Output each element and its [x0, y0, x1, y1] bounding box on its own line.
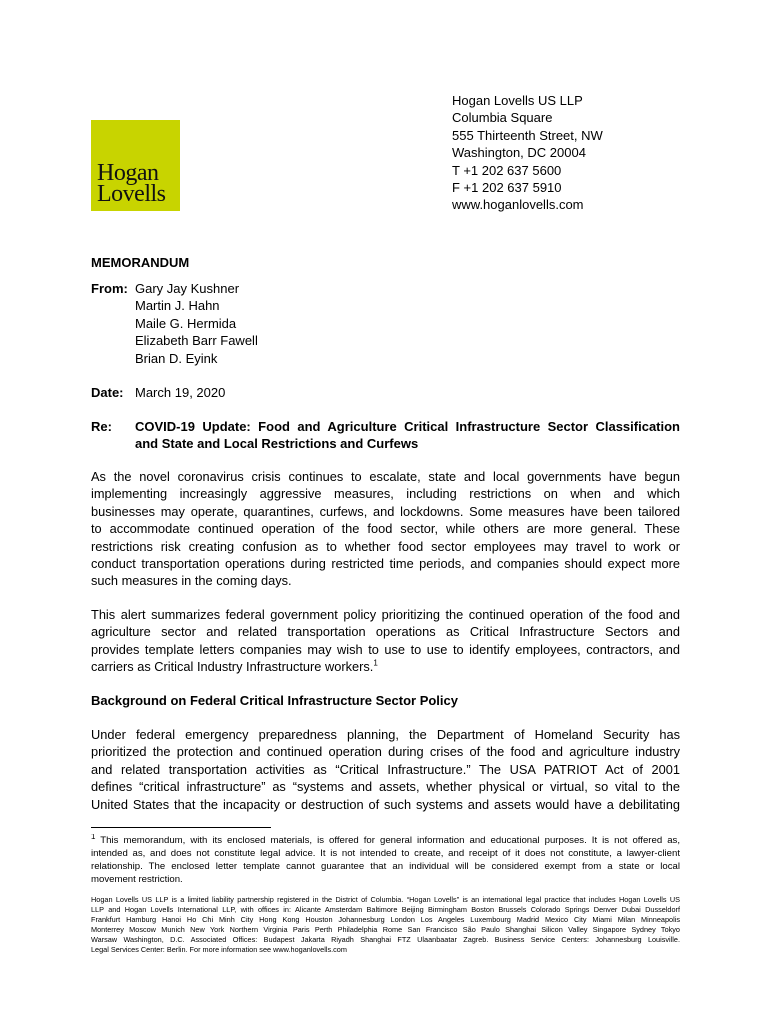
- paragraph-line: United States that the incapacity or destruction of such systems and assets would have a debilitating: [91, 796, 680, 812]
- paragraph-alert-summary: [91, 606, 680, 676]
- from-name: Gary Jay Kushner: [135, 281, 240, 296]
- re-label: Re:: [91, 419, 112, 434]
- from-name: Brian D. Eyink: [135, 350, 218, 366]
- address-line: www.hoganlovells.com: [452, 197, 584, 213]
- paragraph-line: and related transportation activities as “Critical Infrastructure.” The USA PATRIOT Act of 2001: [91, 761, 680, 777]
- paragraph-line: conduct transportation operations during restricted time periods, and companies should expect more: [91, 555, 680, 571]
- address-line: 555 Thirteenth Street, NW: [452, 127, 603, 143]
- paragraph-line: to accommodate continued operation of the food sector, while others are more general. These: [91, 521, 680, 537]
- date-value: March 19, 2020: [135, 385, 226, 400]
- footnote-line: [91, 834, 680, 847]
- firm-address: [452, 92, 603, 214]
- footnote: [91, 834, 680, 886]
- address-line: Washington, DC 20004: [452, 145, 586, 161]
- footnote-line: movement restriction.: [91, 874, 183, 885]
- paragraph-line: implementing increasingly aggressive measures, including restrictions on when and which: [91, 486, 680, 502]
- re-subject: [135, 418, 680, 453]
- paragraph-line: defines “critical infrastructure” as “systems and assets, whether physical or virtual, so vital to the: [91, 779, 680, 795]
- from-name: Elizabeth Barr Fawell: [135, 333, 258, 349]
- footer-line: Legal Services Center: Berlin. For more information see www.hoganlovells.com: [91, 945, 347, 954]
- footnote-reference[interactable]: 1: [373, 658, 378, 668]
- re-line: COVID-19 Update: Food and Agriculture Critical Infrastructure Sector Classification: [135, 419, 680, 434]
- logo-line-1: Hogan: [97, 160, 159, 186]
- paragraph-line: prioritized the protection and continued operation during crises of the food and agriculture industry: [91, 744, 680, 760]
- paragraph-line: restrictions risk creating confusion as to whether food sector employees may travel to work or: [91, 538, 680, 554]
- address-line: Columbia Square: [452, 110, 553, 126]
- from-label: From:: [91, 281, 128, 296]
- paragraph-line: businesses may operate, quarantines, curfews, and lockdowns. Some measures have been tailored: [91, 503, 680, 519]
- firm-footer: [91, 895, 680, 955]
- address-line: T +1 202 637 5600: [452, 162, 562, 178]
- from-list: [135, 280, 258, 367]
- section-heading: Background on Federal Critical Infrastructure Sector Policy: [91, 693, 458, 708]
- paragraph-intro: [91, 468, 680, 590]
- footer-line: Warsaw Washington, D.C. Associated Offices: Budapest Jakarta Riyadh Shanghai FTZ Ulaanbaatar Zagreb. Business Service Centers: Johannesburg Louisville.: [91, 935, 680, 944]
- paragraph-line: such measures in the coming days.: [91, 573, 292, 589]
- paragraph-line: This alert summarizes federal government policy prioritizing the continued operation of the food and: [91, 607, 680, 622]
- paragraph-line: As the novel coronavirus crisis continues to escalate, state and local governments have begun: [91, 469, 680, 484]
- hogan-lovells-logo: [91, 120, 180, 211]
- paragraph-line: [91, 658, 680, 675]
- paragraph-line: provides template letters companies may wish to use to use to identify employees, contractors, and: [91, 641, 680, 657]
- footnote-text: This memorandum, with its enclosed materials, is offered for general information and educational purposes. It is not offered as,: [95, 835, 680, 846]
- footer-line: Frankfurt Hamburg Hanoi Ho Chi Minh City Hong Kong Houston Johannesburg London Los Angeles Luxembourg Madrid Mexico City Miami Milan Minneapolis: [91, 915, 680, 924]
- address-line: F +1 202 637 5910: [452, 179, 562, 195]
- paragraph-background: [91, 726, 680, 813]
- from-name: Maile G. Hermida: [135, 315, 237, 331]
- footnote-divider: [91, 827, 271, 828]
- address-line: Hogan Lovells US LLP: [452, 93, 583, 108]
- footnote-line: intended as, and does not constitute legal advice. It is not intended to create, and receipt of it does not constitute, a lawyer-client: [91, 848, 680, 859]
- footer-line: LLP and Hogan Lovells International LLP, with offices in: Alicante Amsterdam Baltimore Beijing Birmingham Boston Brussels Colorado Springs Denver Dubai Dusseldorf: [91, 905, 680, 914]
- date-label: Date:: [91, 385, 124, 400]
- from-name: Martin J. Hahn: [135, 298, 220, 314]
- footer-line: Monterrey Moscow Munich New York Northern Virginia Paris Perth Philadelphia Rome San Francisco São Paulo Shanghai Silicon Valley Singapore Sydney Tokyo: [91, 925, 680, 934]
- paragraph-line: Under federal emergency preparedness planning, the Department of Homeland Security has: [91, 727, 680, 742]
- footer-line: Hogan Lovells US LLP is a limited liability partnership registered in the District of Columbia. “Hogan Lovells” is an international legal practice that includes Hogan Lovells US: [91, 895, 680, 904]
- paragraph-line: agriculture sector and related transportation operations as Critical Infrastructure Sectors and: [91, 624, 680, 640]
- footnote-number: 1: [91, 834, 96, 841]
- line-text: carriers as Critical Industry Infrastructure workers.: [91, 659, 374, 675]
- re-line: and State and Local Restrictions and Curfews: [135, 436, 419, 452]
- logo-line-2: Lovells: [97, 181, 166, 207]
- footnote-line: relationship. The enclosed letter template cannot guarantee that an individual will be considered exempt from a state or local: [91, 861, 680, 872]
- memo-title: MEMORANDUM: [91, 255, 190, 270]
